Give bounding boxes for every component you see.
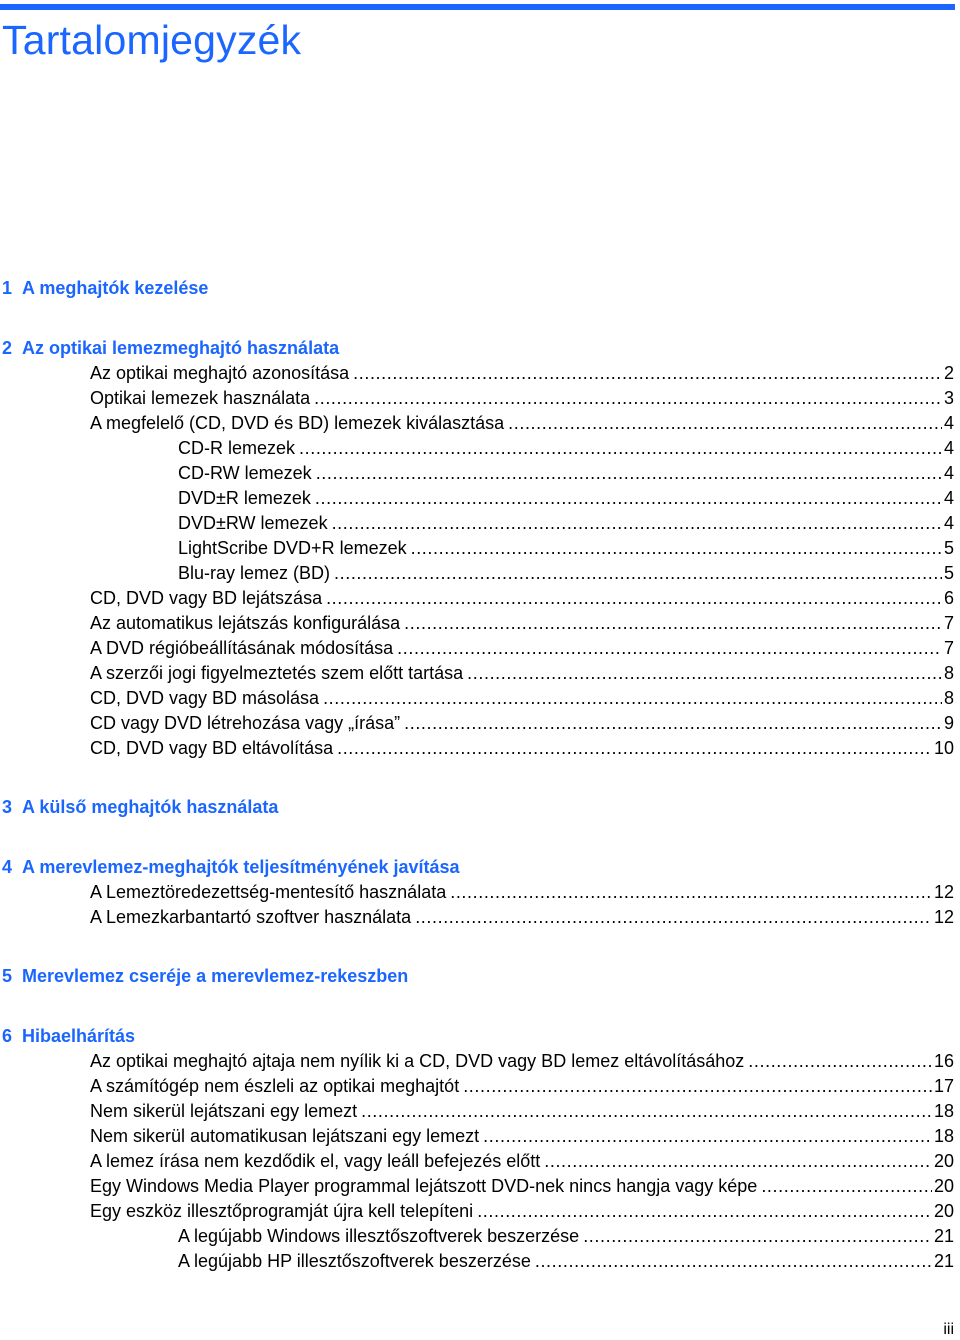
- dot-leader: [404, 712, 942, 734]
- entry-title: Optikai lemezek használata: [90, 388, 311, 408]
- toc-entry[interactable]: [90, 737, 954, 759]
- chapter-number: 4: [2, 857, 13, 877]
- entry-page: 4: [943, 513, 954, 533]
- toc-entry[interactable]: [90, 1125, 954, 1147]
- toc-entry[interactable]: [90, 1050, 954, 1072]
- entry-page: 12: [933, 882, 954, 902]
- entry-page: 20: [933, 1176, 954, 1196]
- entry-page: 5: [943, 538, 954, 558]
- dot-leader: [316, 462, 942, 484]
- entry-title: CD vagy DVD létrehozása vagy „írása”: [90, 713, 401, 733]
- dot-leader: [508, 412, 942, 434]
- entry-page: 21: [933, 1226, 954, 1246]
- toc-entry[interactable]: [90, 881, 954, 903]
- toc-chapter-3[interactable]: [2, 796, 278, 818]
- dot-leader: [326, 587, 942, 609]
- dot-leader: [583, 1225, 932, 1247]
- entry-title: DVD±R lemezek: [178, 488, 311, 508]
- entry-page: 6: [943, 588, 954, 608]
- entry-title: A legújabb HP illesztőszoftverek beszerzése: [178, 1251, 531, 1271]
- entry-title: Nem sikerül lejátszani egy lemezt: [90, 1101, 358, 1121]
- dot-leader: [748, 1050, 932, 1072]
- entry-page: 8: [943, 688, 954, 708]
- dot-leader: [535, 1250, 932, 1272]
- dot-leader: [450, 881, 932, 903]
- chapter-title: A merevlemez-meghajtók teljesítményének javítása: [22, 857, 460, 877]
- dot-leader: [761, 1175, 932, 1197]
- dot-leader: [315, 487, 942, 509]
- entry-title: CD-R lemezek: [178, 438, 296, 458]
- toc-chapter-4[interactable]: [2, 856, 460, 878]
- toc-chapter-1[interactable]: [2, 277, 208, 299]
- entry-page: 17: [933, 1076, 954, 1096]
- entry-title: A szerzői jogi figyelmeztetés szem előtt tartása: [90, 663, 464, 683]
- dot-leader: [404, 612, 942, 634]
- chapter-number: 3: [2, 797, 13, 817]
- chapter-number: 5: [2, 966, 13, 986]
- entry-page: 4: [943, 413, 954, 433]
- toc-entry[interactable]: [90, 387, 954, 409]
- chapter-title: Az optikai lemezmeghajtó használata: [22, 338, 340, 358]
- chapter-title: A meghajtók kezelése: [22, 278, 209, 298]
- dot-leader: [361, 1100, 932, 1122]
- entry-title: Az automatikus lejátszás konfigurálása: [90, 613, 401, 633]
- entry-title: A Lemezkarbantartó szoftver használata: [90, 907, 412, 927]
- toc-entry[interactable]: [90, 1075, 954, 1097]
- entry-title: A megfelelő (CD, DVD és BD) lemezek kiválasztása: [90, 413, 505, 433]
- toc-entry[interactable]: [90, 637, 954, 659]
- entry-page: 20: [933, 1151, 954, 1171]
- chapter-title: A külső meghajtók használata: [22, 797, 279, 817]
- dot-leader: [332, 512, 942, 534]
- entry-title: A Lemeztöredezettség-mentesítő használata: [90, 882, 447, 902]
- entry-title: Az optikai meghajtó ajtaja nem nyílik ki a CD, DVD vagy BD lemez eltávolításához: [90, 1051, 745, 1071]
- dot-leader: [353, 362, 942, 384]
- dot-leader: [463, 1075, 932, 1097]
- toc-subentry[interactable]: [178, 562, 954, 584]
- entry-title: DVD±RW lemezek: [178, 513, 328, 533]
- entry-page: 21: [933, 1251, 954, 1271]
- entry-page: 4: [943, 463, 954, 483]
- chapter-title: Hibaelhárítás: [22, 1026, 136, 1046]
- entry-title: CD, DVD vagy BD másolása: [90, 688, 320, 708]
- chapter-number: 1: [2, 278, 13, 298]
- dot-leader: [337, 737, 932, 759]
- entry-page: 5: [943, 563, 954, 583]
- entry-page: 8: [943, 663, 954, 683]
- page-title: Tartalomjegyzék: [2, 17, 302, 63]
- toc-entry[interactable]: [90, 712, 954, 734]
- toc-subentry[interactable]: [178, 1225, 954, 1247]
- toc-entry[interactable]: [90, 1100, 954, 1122]
- dot-leader: [477, 1200, 932, 1222]
- entry-page: 7: [943, 638, 954, 658]
- toc-entry[interactable]: [90, 587, 954, 609]
- toc-subentry[interactable]: [178, 462, 954, 484]
- entry-title: A lemez írása nem kezdődik el, vagy leáll befejezés előtt: [90, 1151, 541, 1171]
- dot-leader: [544, 1150, 932, 1172]
- toc-entry[interactable]: [90, 412, 954, 434]
- dot-leader: [397, 637, 942, 659]
- toc-entry[interactable]: [90, 1200, 954, 1222]
- entry-title: Nem sikerül automatikusan lejátszani egy lemezt: [90, 1126, 480, 1146]
- entry-page: 9: [943, 713, 954, 733]
- entry-title: Blu-ray lemez (BD): [178, 563, 331, 583]
- toc-entry[interactable]: [90, 1175, 954, 1197]
- entry-title: CD, DVD vagy BD lejátszása: [90, 588, 323, 608]
- dot-leader: [483, 1125, 932, 1147]
- entry-title: CD-RW lemezek: [178, 463, 312, 483]
- toc-subentry[interactable]: [178, 512, 954, 534]
- entry-page: 18: [933, 1126, 954, 1146]
- entry-title: A DVD régióbeállításának módosítása: [90, 638, 394, 658]
- entry-page: 16: [933, 1051, 954, 1071]
- page-number: iii: [943, 1321, 954, 1338]
- chapter-number: 2: [2, 338, 13, 358]
- toc-chapter-5[interactable]: [2, 965, 408, 987]
- dot-leader: [323, 687, 942, 709]
- toc-chapter-2[interactable]: [2, 337, 339, 359]
- entry-page: 4: [943, 438, 954, 458]
- toc-chapter-6[interactable]: [2, 1025, 135, 1047]
- entry-title: CD, DVD vagy BD eltávolítása: [90, 738, 334, 758]
- entry-page: 12: [933, 907, 954, 927]
- toc-entry[interactable]: [90, 362, 954, 384]
- entry-title: Egy Windows Media Player programmal lejátszott DVD-nek nincs hangja vagy képe: [90, 1176, 758, 1196]
- dot-leader: [314, 387, 942, 409]
- entry-page: 18: [933, 1101, 954, 1121]
- toc-entry[interactable]: [90, 662, 954, 684]
- dot-leader: [334, 562, 942, 584]
- entry-title: Egy eszköz illesztőprogramját újra kell telepíteni: [90, 1201, 474, 1221]
- dot-leader: [411, 537, 942, 559]
- toc-subentry[interactable]: [178, 437, 954, 459]
- toc-subentry[interactable]: [178, 487, 954, 509]
- chapter-number: 6: [2, 1026, 13, 1046]
- toc-entry[interactable]: [90, 687, 954, 709]
- header-rule: [0, 4, 955, 10]
- entry-page: 20: [933, 1201, 954, 1221]
- toc-entry[interactable]: [90, 1150, 954, 1172]
- entry-title: Az optikai meghajtó azonosítása: [90, 363, 350, 383]
- entry-title: A legújabb Windows illesztőszoftverek beszerzése: [178, 1226, 580, 1246]
- dot-leader: [415, 906, 932, 928]
- toc-subentry[interactable]: [178, 1250, 954, 1272]
- entry-page: 4: [943, 488, 954, 508]
- entry-page: 10: [933, 738, 954, 758]
- entry-title: A számítógép nem észleli az optikai meghajtót: [90, 1076, 460, 1096]
- dot-leader: [299, 437, 942, 459]
- entry-title: LightScribe DVD+R lemezek: [178, 538, 407, 558]
- toc-entry[interactable]: [90, 612, 954, 634]
- chapter-title: Merevlemez cseréje a merevlemez-rekeszben: [22, 966, 409, 986]
- dot-leader: [467, 662, 942, 684]
- entry-page: 2: [943, 363, 954, 383]
- toc-entry[interactable]: [90, 906, 954, 928]
- toc-subentry[interactable]: [178, 537, 954, 559]
- entry-page: 3: [943, 388, 954, 408]
- entry-page: 7: [943, 613, 954, 633]
